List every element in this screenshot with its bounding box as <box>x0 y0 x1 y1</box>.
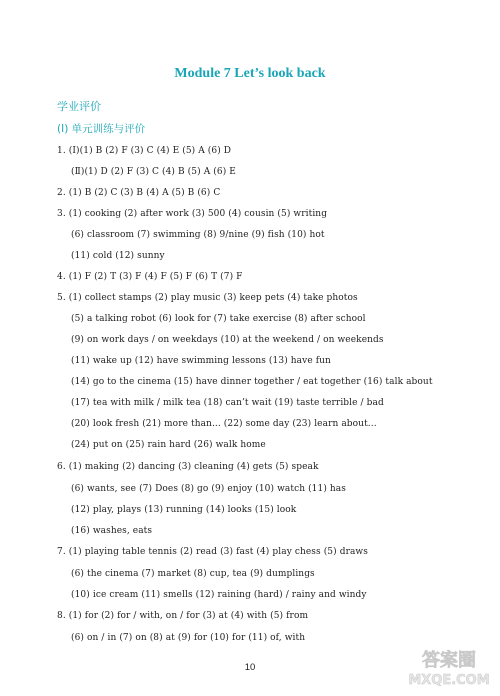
answer-line: (Ⅱ)(1) D (2) F (3) C (4) B (5) A (6) E <box>71 167 236 177</box>
answer-line: (12) play, plays (13) running (14) looks (15) look <box>71 505 297 515</box>
answer-line: (20) look fresh (21) more than... (22) some day (23) learn about... <box>71 419 377 429</box>
answer-line: (6) classroom (7) swimming (8) 9/nine (9) fish (10) hot <box>71 230 325 240</box>
section-heading: 学业评价 <box>57 100 101 113</box>
answer-line: 6. (1) making (2) dancing (3) cleaning (4) gets (5) speak <box>57 462 319 472</box>
answer-line: 5. (1) collect stamps (2) play music (3) keep pets (4) take photos <box>57 293 358 303</box>
watermark-logo <box>406 644 492 690</box>
page-title: Module 7 Let’s look back <box>174 66 326 81</box>
watermark-top-text: 答案圈 <box>422 650 476 671</box>
watermark-bottom-text: MXQE.COM <box>408 673 490 688</box>
answer-line: (6) wants, see (7) Does (8) go (9) enjoy (10) watch (11) has <box>71 484 346 494</box>
answer-line: (11) cold (12) sunny <box>71 251 165 261</box>
answer-line: (9) on work days / on weekdays (10) at the weekend / on weekends <box>71 335 384 345</box>
answer-line: 8. (1) for (2) for / with, on / for (3) at (4) with (5) from <box>57 611 309 621</box>
answer-line: 2. (1) B (2) C (3) B (4) A (5) B (6) C <box>57 188 221 198</box>
answer-line: (17) tea with milk / milk tea (18) can’t wait (19) taste terrible / bad <box>71 398 384 408</box>
answer-line: (5) a talking robot (6) look for (7) take exercise (8) after school <box>71 314 366 324</box>
page-number: 10 <box>244 662 256 673</box>
answer-line: 1. (Ⅰ)(1) B (2) F (3) C (4) E (5) A (6) D <box>57 146 232 156</box>
answer-line: (6) the cinema (7) market (8) cup, tea (9) dumplings <box>71 569 315 579</box>
answer-line: 3. (1) cooking (2) after work (3) 500 (4) cousin (5) writing <box>57 209 328 219</box>
answer-line: (16) washes, eats <box>71 526 153 536</box>
answer-line: 4. (1) F (2) T (3) F (4) F (5) F (6) T (7) F <box>57 272 243 282</box>
answer-line: 7. (1) playing table tennis (2) read (3) fast (4) play chess (5) draws <box>57 547 368 557</box>
answer-line: (24) put on (25) rain hard (26) walk home <box>71 440 266 450</box>
answer-line: (10) ice cream (11) smells (12) raining (hard) / rainy and windy <box>71 590 367 600</box>
answer-line: (6) on / in (7) on (8) at (9) for (10) for (11) of, with <box>71 633 306 643</box>
subsection-heading: (Ⅰ) 单元训练与评价 <box>57 123 146 135</box>
answer-line: (11) wake up (12) have swimming lessons (13) have fun <box>71 356 331 366</box>
answer-line: (14) go to the cinema (15) have dinner together / eat together (16) talk about <box>71 377 433 387</box>
